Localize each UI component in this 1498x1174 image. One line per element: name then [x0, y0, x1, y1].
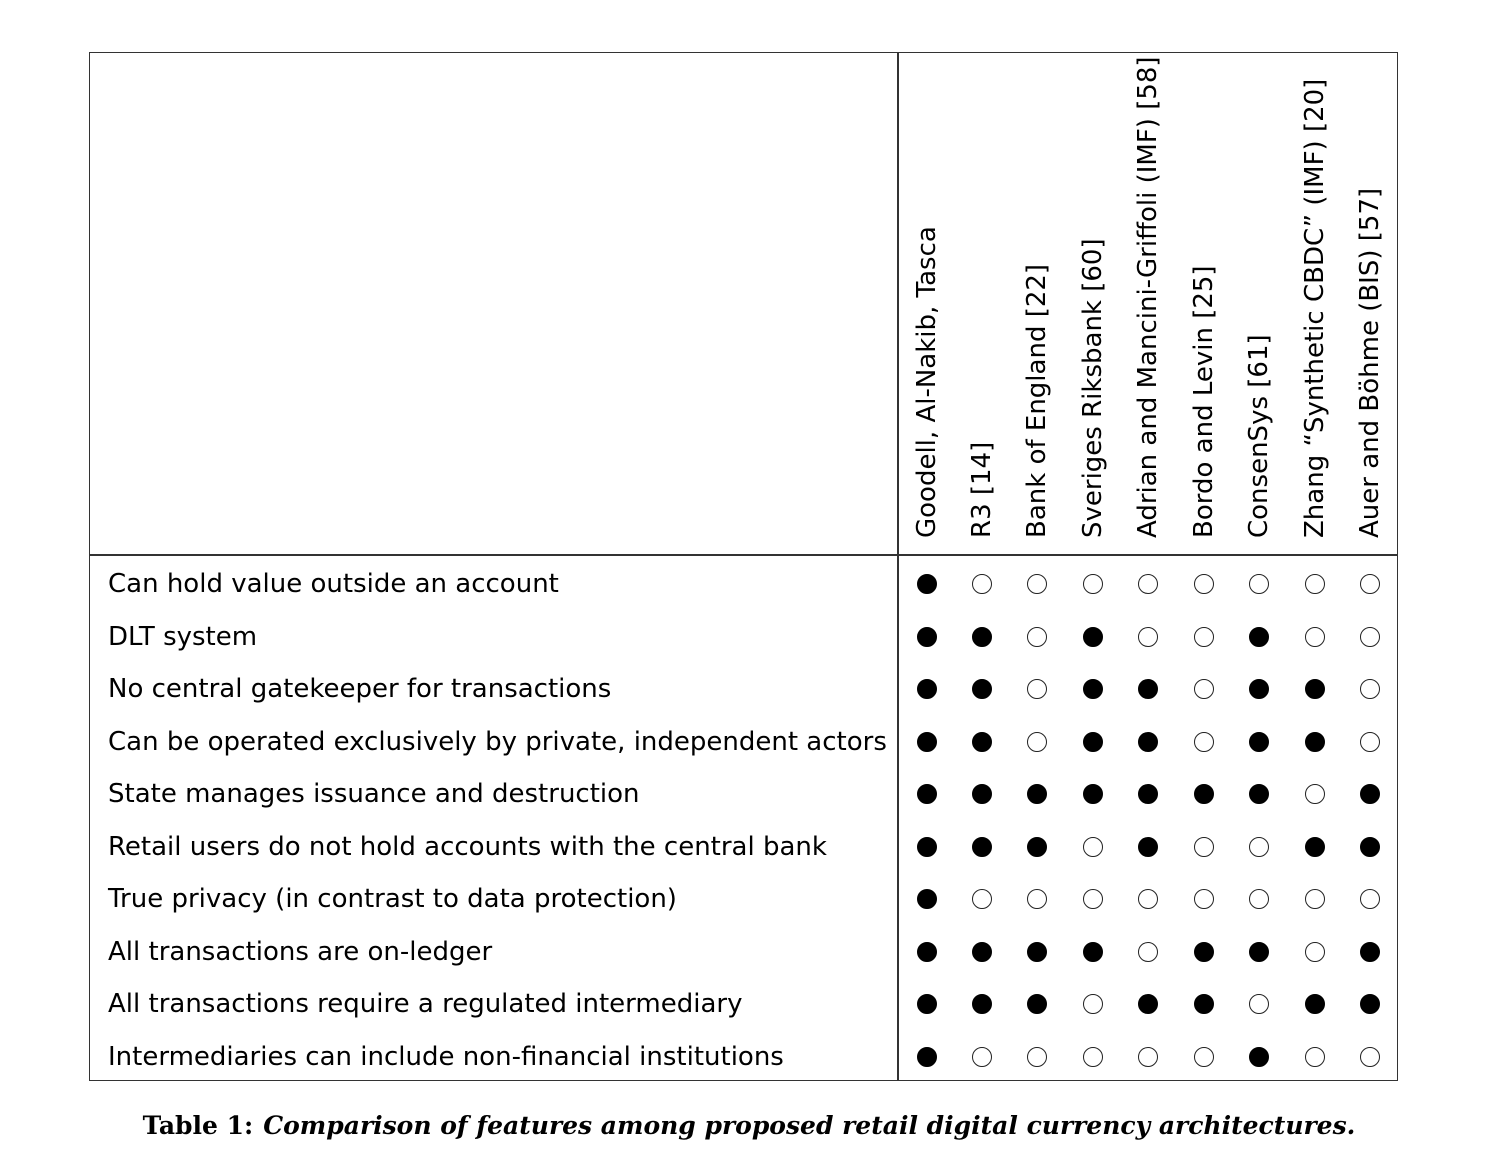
empty-circle-icon — [1138, 889, 1158, 909]
empty-circle-icon — [1027, 732, 1047, 752]
empty-circle-icon — [1194, 889, 1214, 909]
filled-circle-icon — [1083, 942, 1103, 962]
filled-circle-icon — [1083, 732, 1103, 752]
filled-circle-icon — [1138, 994, 1158, 1014]
row-label: Can hold value outside an account — [108, 569, 559, 599]
filled-circle-icon — [917, 837, 937, 857]
filled-circle-icon — [1138, 784, 1158, 804]
filled-circle-icon — [1360, 784, 1380, 804]
empty-circle-icon — [1027, 574, 1047, 594]
empty-circle-icon — [1360, 1047, 1380, 1067]
filled-circle-icon — [917, 732, 937, 752]
filled-circle-icon — [972, 679, 992, 699]
empty-circle-icon — [1083, 889, 1103, 909]
filled-circle-icon — [1249, 732, 1269, 752]
empty-circle-icon — [972, 889, 992, 909]
filled-circle-icon — [917, 784, 937, 804]
empty-circle-icon — [1360, 627, 1380, 647]
empty-circle-icon — [1249, 994, 1269, 1014]
column-header: Auer and Böhme (BIS) [57] — [1355, 187, 1385, 538]
column-header: R3 [14] — [967, 441, 997, 538]
filled-circle-icon — [917, 994, 937, 1014]
filled-circle-icon — [1194, 994, 1214, 1014]
filled-circle-icon — [917, 1047, 937, 1067]
empty-circle-icon — [1083, 994, 1103, 1014]
row-label: All transactions are on-ledger — [108, 937, 493, 967]
empty-circle-icon — [1360, 679, 1380, 699]
empty-circle-icon — [1027, 627, 1047, 647]
header-divider — [89, 554, 1398, 556]
row-label: All transactions require a regulated intermediary — [108, 989, 743, 1019]
empty-circle-icon — [1027, 889, 1047, 909]
filled-circle-icon — [972, 837, 992, 857]
filled-circle-icon — [1027, 942, 1047, 962]
filled-circle-icon — [1027, 784, 1047, 804]
empty-circle-icon — [1194, 574, 1214, 594]
filled-circle-icon — [917, 942, 937, 962]
filled-circle-icon — [1027, 994, 1047, 1014]
empty-circle-icon — [1194, 679, 1214, 699]
empty-circle-icon — [1138, 627, 1158, 647]
empty-circle-icon — [1360, 889, 1380, 909]
filled-circle-icon — [1249, 1047, 1269, 1067]
empty-circle-icon — [1305, 1047, 1325, 1067]
empty-circle-icon — [1360, 574, 1380, 594]
filled-circle-icon — [1083, 679, 1103, 699]
empty-circle-icon — [1249, 837, 1269, 857]
filled-circle-icon — [917, 627, 937, 647]
filled-circle-icon — [1360, 837, 1380, 857]
empty-circle-icon — [1138, 1047, 1158, 1067]
filled-circle-icon — [1083, 784, 1103, 804]
filled-circle-icon — [1305, 994, 1325, 1014]
filled-circle-icon — [1138, 679, 1158, 699]
filled-circle-icon — [1249, 942, 1269, 962]
filled-circle-icon — [1360, 942, 1380, 962]
empty-circle-icon — [1360, 732, 1380, 752]
row-label: Can be operated exclusively by private, independent actors — [108, 727, 887, 757]
filled-circle-icon — [972, 732, 992, 752]
filled-circle-icon — [1027, 837, 1047, 857]
row-label: Intermediaries can include non-financial institutions — [108, 1042, 784, 1072]
empty-circle-icon — [1305, 942, 1325, 962]
row-label: State manages issuance and destruction — [108, 779, 640, 809]
column-divider — [897, 52, 899, 1081]
empty-circle-icon — [1138, 574, 1158, 594]
empty-circle-icon — [1083, 837, 1103, 857]
empty-circle-icon — [1305, 627, 1325, 647]
empty-circle-icon — [1083, 1047, 1103, 1067]
empty-circle-icon — [1249, 574, 1269, 594]
empty-circle-icon — [1083, 574, 1103, 594]
filled-circle-icon — [1305, 679, 1325, 699]
column-header: Goodell, Al-Nakib, Tasca — [912, 226, 942, 538]
column-header: Adrian and Mancini-Griffoli (IMF) [58] — [1133, 56, 1163, 538]
filled-circle-icon — [972, 784, 992, 804]
empty-circle-icon — [1305, 574, 1325, 594]
filled-circle-icon — [1194, 942, 1214, 962]
empty-circle-icon — [1138, 942, 1158, 962]
filled-circle-icon — [1360, 994, 1380, 1014]
empty-circle-icon — [1027, 679, 1047, 699]
filled-circle-icon — [1305, 837, 1325, 857]
row-label: DLT system — [108, 622, 258, 652]
caption-text: Comparison of features among proposed retail digital currency architectures. — [263, 1111, 1356, 1140]
row-label: No central gatekeeper for transactions — [108, 674, 612, 704]
empty-circle-icon — [1305, 784, 1325, 804]
filled-circle-icon — [1083, 627, 1103, 647]
filled-circle-icon — [1194, 784, 1214, 804]
filled-circle-icon — [1138, 732, 1158, 752]
empty-circle-icon — [1194, 1047, 1214, 1067]
empty-circle-icon — [1305, 889, 1325, 909]
filled-circle-icon — [917, 889, 937, 909]
column-header: Zhang “Synthetic CBDC” (IMF) [20] — [1300, 78, 1330, 538]
filled-circle-icon — [917, 679, 937, 699]
filled-circle-icon — [1249, 627, 1269, 647]
filled-circle-icon — [1249, 784, 1269, 804]
filled-circle-icon — [1138, 837, 1158, 857]
row-label: Retail users do not hold accounts with the central bank — [108, 832, 827, 862]
column-header: Bank of England [22] — [1022, 263, 1052, 538]
empty-circle-icon — [1194, 627, 1214, 647]
caption-label: Table 1: — [142, 1111, 254, 1140]
column-header: Bordo and Levin [25] — [1189, 265, 1219, 538]
filled-circle-icon — [972, 942, 992, 962]
filled-circle-icon — [917, 574, 937, 594]
filled-circle-icon — [1249, 679, 1269, 699]
comparison-table — [89, 52, 1398, 1081]
empty-circle-icon — [1249, 889, 1269, 909]
filled-circle-icon — [1305, 732, 1325, 752]
empty-circle-icon — [1194, 837, 1214, 857]
column-header: ConsenSys [61] — [1244, 334, 1274, 538]
empty-circle-icon — [972, 574, 992, 594]
empty-circle-icon — [1027, 1047, 1047, 1067]
filled-circle-icon — [972, 627, 992, 647]
empty-circle-icon — [1194, 732, 1214, 752]
table-caption — [0, 1110, 1498, 1142]
empty-circle-icon — [972, 1047, 992, 1067]
row-label: True privacy (in contrast to data protection) — [108, 884, 677, 914]
column-header: Sveriges Riksbank [60] — [1078, 238, 1108, 538]
filled-circle-icon — [972, 994, 992, 1014]
